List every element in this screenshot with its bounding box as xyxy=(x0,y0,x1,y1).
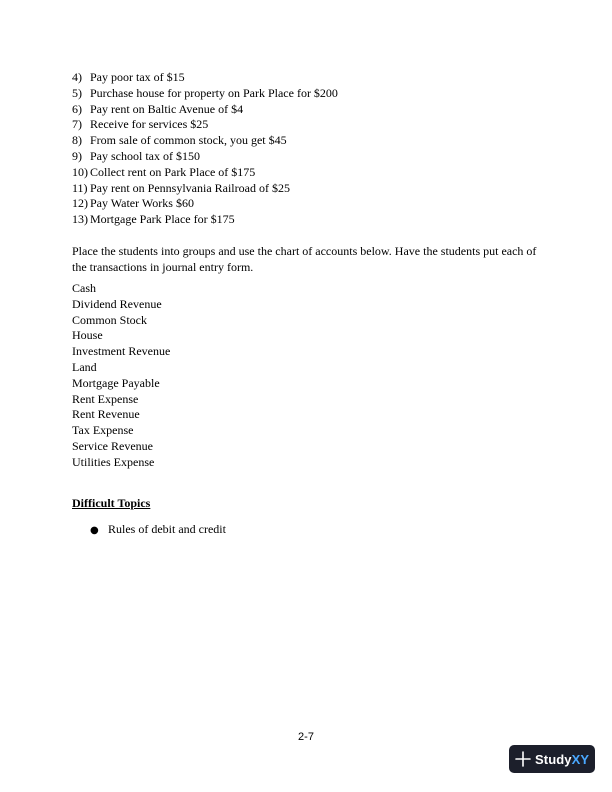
transaction-item xyxy=(72,196,338,212)
transaction-item xyxy=(72,165,338,181)
account-item: Investment Revenue xyxy=(72,344,171,359)
transaction-number: 13) xyxy=(72,212,88,227)
transaction-text: Collect rent on Park Place of $175 xyxy=(90,164,256,179)
account-item: Dividend Revenue xyxy=(72,296,162,311)
account-item: Tax Expense xyxy=(72,423,134,438)
account-item: Mortgage Payable xyxy=(72,375,160,390)
transaction-item xyxy=(72,149,338,165)
studyxy-badge[interactable] xyxy=(509,745,595,773)
difficult-topics-list xyxy=(90,522,226,539)
transaction-text: Pay Water Works $60 xyxy=(90,196,194,211)
account-item: Rent Revenue xyxy=(72,407,140,422)
studyxy-logo-text: StudyXY xyxy=(535,751,590,767)
transaction-text: Pay poor tax of $15 xyxy=(90,70,185,84)
transaction-number: 11) xyxy=(72,180,88,195)
transaction-list xyxy=(72,70,338,228)
transaction-text: Mortgage Park Place for $175 xyxy=(90,212,235,227)
transaction-item xyxy=(72,117,338,133)
plus-icon xyxy=(515,751,531,767)
transaction-number: 5) xyxy=(72,85,82,100)
account-item: Rent Expense xyxy=(72,391,139,406)
transaction-number: 6) xyxy=(72,101,82,116)
difficult-topics-heading: Difficult Topics xyxy=(72,496,151,510)
instructions-paragraph: Place the students into groups and use the chart of accounts below. Have the students put each of the transactions in journal entry form. xyxy=(72,244,537,274)
transaction-text: Pay school tax of $150 xyxy=(90,148,200,163)
transaction-item xyxy=(72,70,338,86)
bullet-icon: ● xyxy=(90,525,99,536)
transaction-item xyxy=(72,86,338,102)
transaction-text: Purchase house for property on Park Place for $200 xyxy=(90,85,338,100)
account-item: Land xyxy=(72,359,97,374)
transaction-number: 8) xyxy=(72,133,82,148)
transaction-number: 12) xyxy=(72,196,88,211)
chart-of-accounts-list xyxy=(72,281,170,471)
transaction-item xyxy=(72,133,338,149)
transaction-number: 7) xyxy=(72,117,82,132)
transaction-item xyxy=(72,181,338,197)
account-item: Cash xyxy=(72,281,96,295)
transaction-item xyxy=(72,212,338,228)
transaction-item xyxy=(72,102,338,118)
studyxy-logo-accent: XY xyxy=(571,751,590,767)
account-item: House xyxy=(72,328,103,343)
transaction-number: 10) xyxy=(72,164,88,179)
topic-item xyxy=(90,522,226,539)
topic-text: Rules of debit and credit xyxy=(108,522,226,536)
page-number: 2-7 xyxy=(298,731,314,743)
transaction-text: Pay rent on Baltic Avenue of $4 xyxy=(90,101,244,116)
account-item: Service Revenue xyxy=(72,438,153,453)
transaction-text: Pay rent on Pennsylvania Railroad of $25 xyxy=(90,180,290,195)
transaction-text: Receive for services $25 xyxy=(90,117,209,132)
transaction-text: From sale of common stock, you get $45 xyxy=(90,133,287,148)
account-item: Common Stock xyxy=(72,312,148,327)
transaction-number: 9) xyxy=(72,148,82,163)
transaction-number: 4) xyxy=(72,70,82,84)
account-item: Utilities Expense xyxy=(72,454,155,469)
